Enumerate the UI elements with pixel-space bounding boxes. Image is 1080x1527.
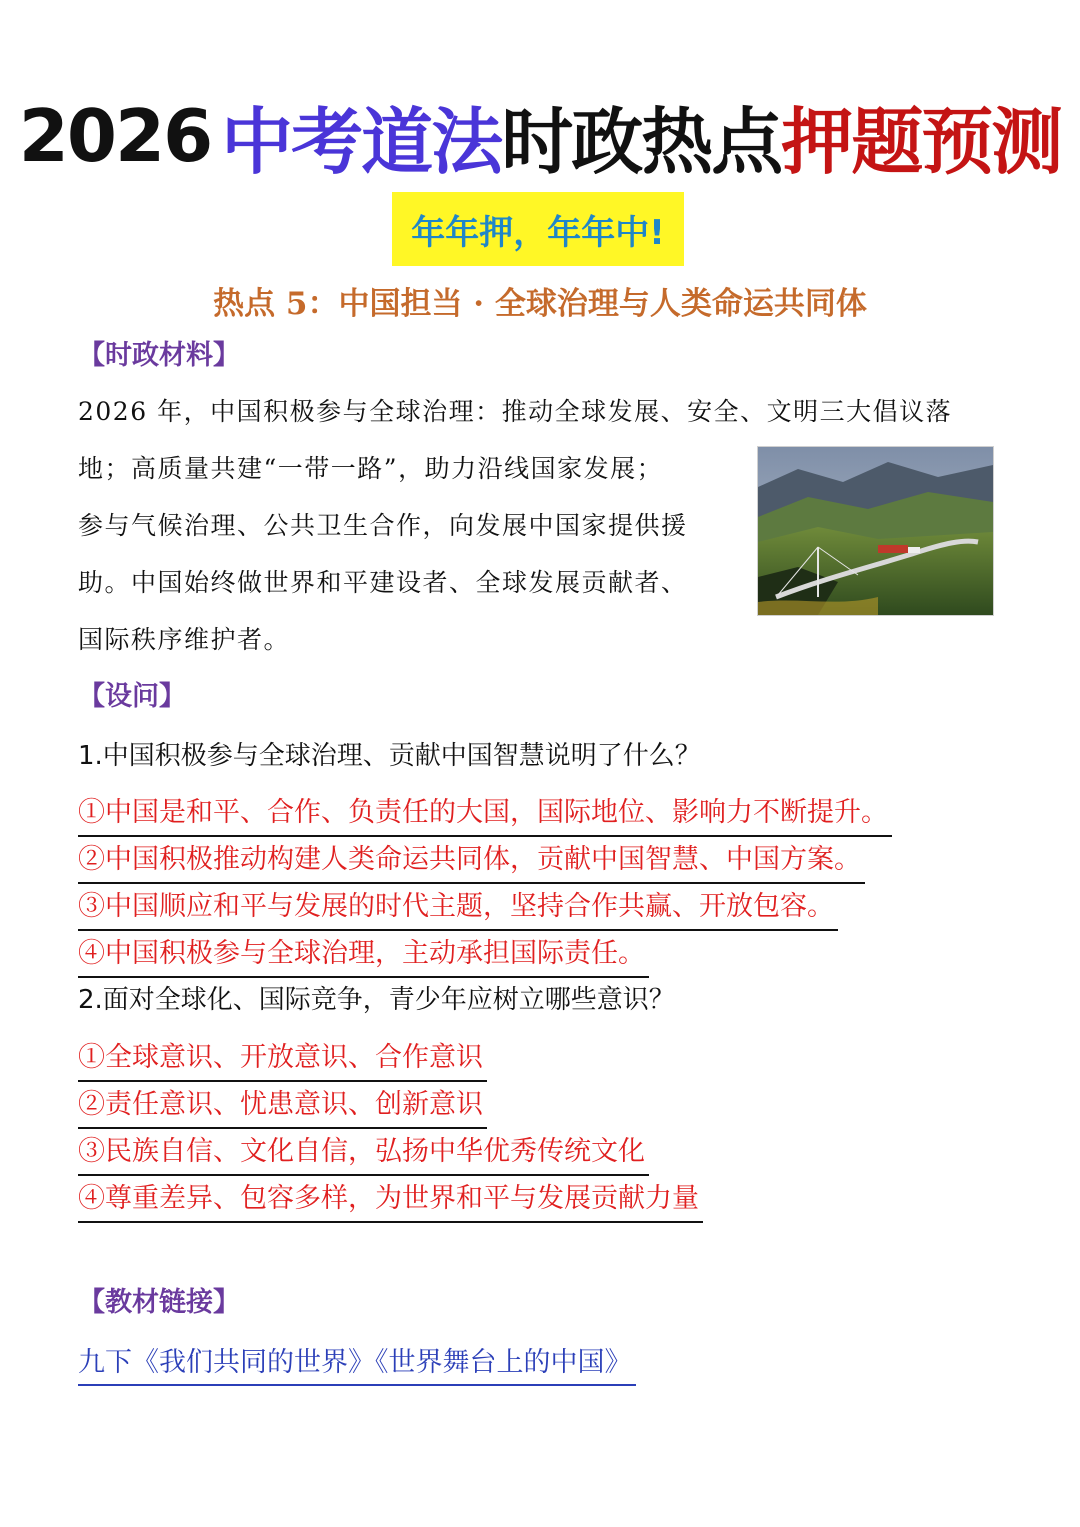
answer-item: ①全球意识、开放意识、合作意识 [78,1036,487,1082]
answer-item: ③中国顺应和平与发展的时代主题，坚持合作共赢、开放包容。 [78,885,838,931]
question-2: 2.面对全球化、国际竞争，青少年应树立哪些意识？ [78,985,675,1015]
answer-item: ②中国积极推动构建人类命运共同体，贡献中国智慧、中国方案。 [78,838,865,884]
answer-item: ②责任意识、忧患意识、创新意识 [78,1083,487,1129]
hotspot-title: 热点 5：中国担当 · 全球治理与人类命运共同体 [213,286,867,322]
section-tag-question: 【设问】 [78,681,186,712]
answer-item: ④尊重差异、包容多样，为世界和平与发展贡献力量 [78,1177,703,1223]
title-prediction: 押题预测 [781,100,1062,184]
material-line: 地；高质量共建“一带一路”，助力沿线国家发展； [78,454,664,483]
section-tag-material: 【时政材料】 [78,340,240,371]
material-line: 参与气候治理、公共卫生合作，向发展中国家提供援 [78,511,688,540]
question-1: 1.中国积极参与全球治理、贡献中国智慧说明了什么？ [78,741,701,771]
page-title [0,86,1080,186]
slogan-banner: 年年押，年年中! [392,192,684,266]
material-line: 国际秩序维护者。 [78,625,291,654]
section-tag-textbook: 【教材链接】 [78,1287,240,1318]
title-year: 2026 [18,94,212,178]
title-topic: 时政热点 [501,100,782,184]
bridge-mountain-photo [757,446,994,616]
material-line: 助。中国始终做世界和平建设者、全球发展贡献者、 [78,568,688,597]
material-line: 2026 年，中国积极参与全球治理：推动全球发展、安全、文明三大倡议落 [78,397,953,426]
answer-item: ④中国积极参与全球治理，主动承担国际责任。 [78,932,649,978]
title-subject: 中考道法 [221,100,502,184]
answer-item: ③民族自信、文化自信，弘扬中华优秀传统文化 [78,1130,649,1176]
answer-item: ①中国是和平、合作、负责任的大国，国际地位、影响力不断提升。 [78,791,892,837]
textbook-link[interactable]: 九下《我们共同的世界》《世界舞台上的中国》 [78,1342,636,1386]
